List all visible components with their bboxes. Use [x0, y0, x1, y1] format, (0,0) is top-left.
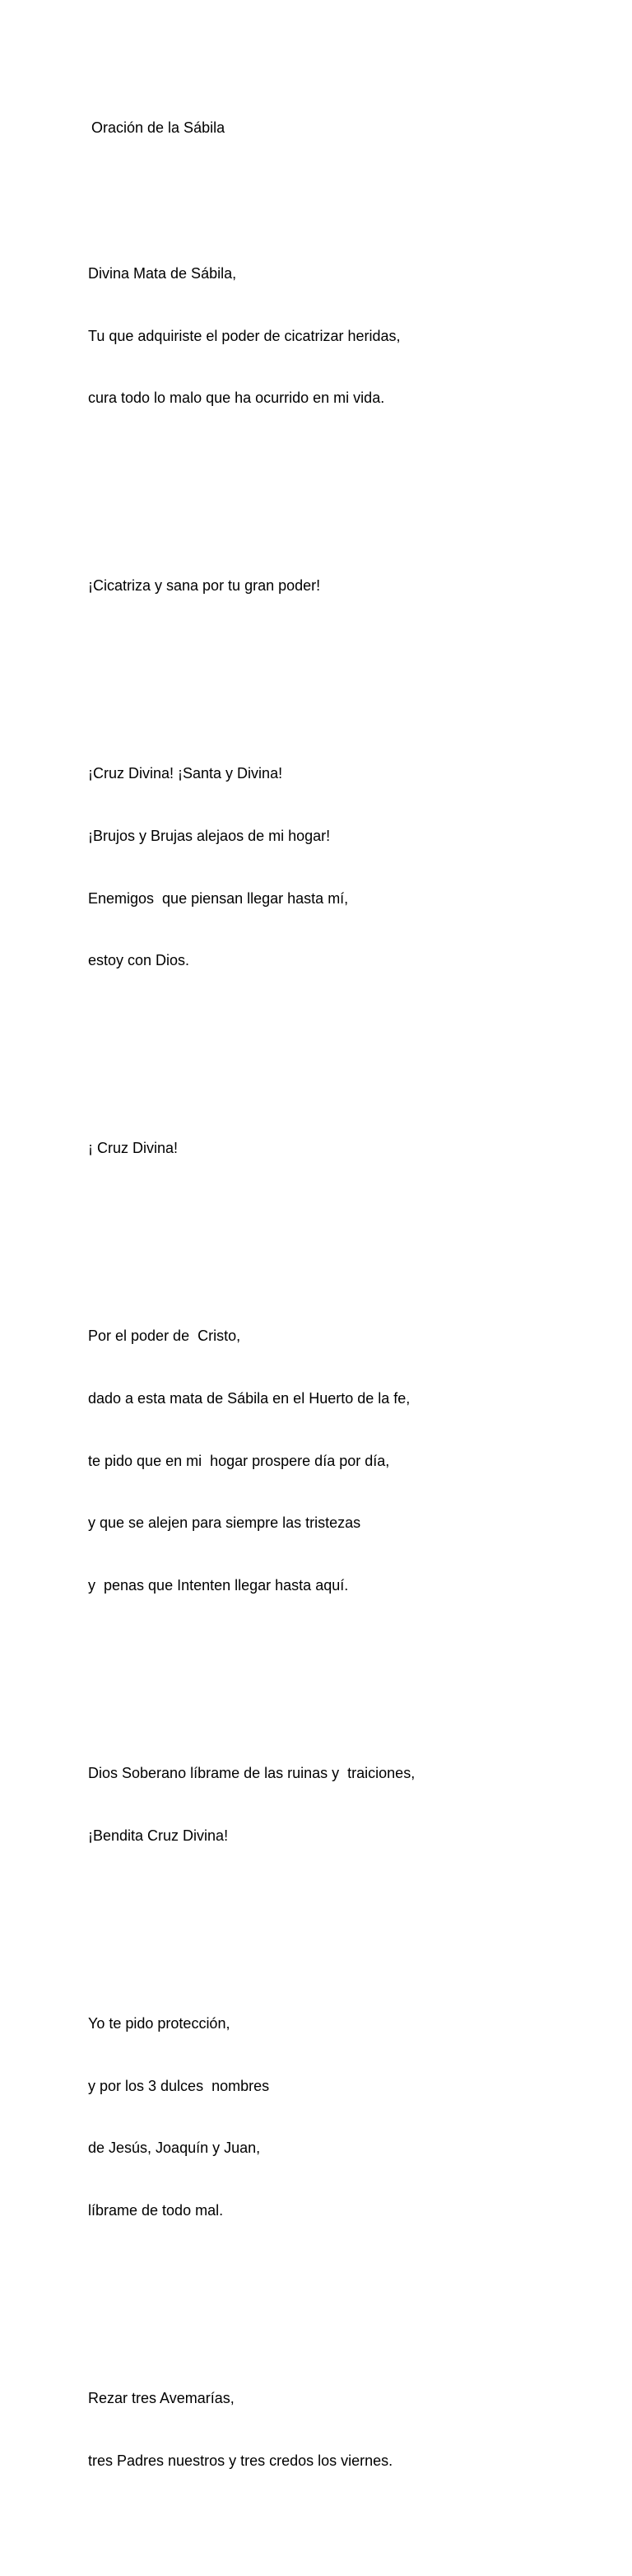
text-line: Por el poder de Cristo, — [88, 1327, 241, 1344]
stanza — [88, 1721, 598, 1888]
text-line: tres Padres nuestros y tres credos los viernes. — [88, 2452, 393, 2469]
text-line: y por los 3 dulces nombres — [88, 2077, 270, 2094]
text-line: ¡ Cruz Divina! — [88, 1140, 179, 1157]
text-line: cura todo lo malo que ha ocurrido en mi vida. — [88, 390, 385, 407]
text-line: te pido que en mi hogar prospere día por día, — [88, 1452, 390, 1469]
text-line: estoy con Dios. — [88, 952, 190, 969]
text-line: Divina Mata de Sábila, — [88, 264, 237, 282]
stanza — [88, 1972, 598, 2263]
stanza — [88, 1284, 598, 1638]
stanza — [88, 534, 598, 638]
text-line: líbrame de todo mal. — [88, 2202, 224, 2219]
text-line: y que se alejen para siempre las tristezas — [88, 1514, 361, 1532]
stanza — [88, 222, 598, 450]
prayer-text — [88, 76, 598, 2576]
text-line: Enemigos que piensan llegar hasta mí, — [88, 889, 349, 907]
text-line: ¡Brujos y Brujas alejaos de mi hogar! — [88, 827, 331, 844]
document-title: Oración de la Sábila — [91, 119, 225, 136]
text-line: Yo te pido protección, — [88, 2014, 230, 2032]
text-line: ¡Bendita Cruz Divina! — [88, 1827, 229, 1844]
text-line: ¡Cicatriza y sana por tu gran poder! — [88, 577, 321, 595]
text-line: Dios Soberano líbrame de las ruinas y traiciones, — [88, 1765, 416, 1782]
text-line: dado a esta mata de Sábila en el Huerto de la fe, — [88, 1389, 411, 1407]
text-line: y penas que Intenten llegar hasta aquí. — [88, 1577, 349, 1594]
stanza — [88, 1097, 598, 1201]
text-line: ¡Cruz Divina! ¡Santa y Divina! — [88, 764, 283, 782]
text-line: de Jesús, Joaquín y Juan, — [88, 2140, 261, 2157]
stanza — [88, 721, 598, 1013]
text-line: Tu que adquiriste el poder de cicatrizar heridas, — [88, 327, 401, 344]
text-line: Rezar tres Avemarías, — [88, 2389, 235, 2406]
stanza — [88, 2346, 598, 2513]
